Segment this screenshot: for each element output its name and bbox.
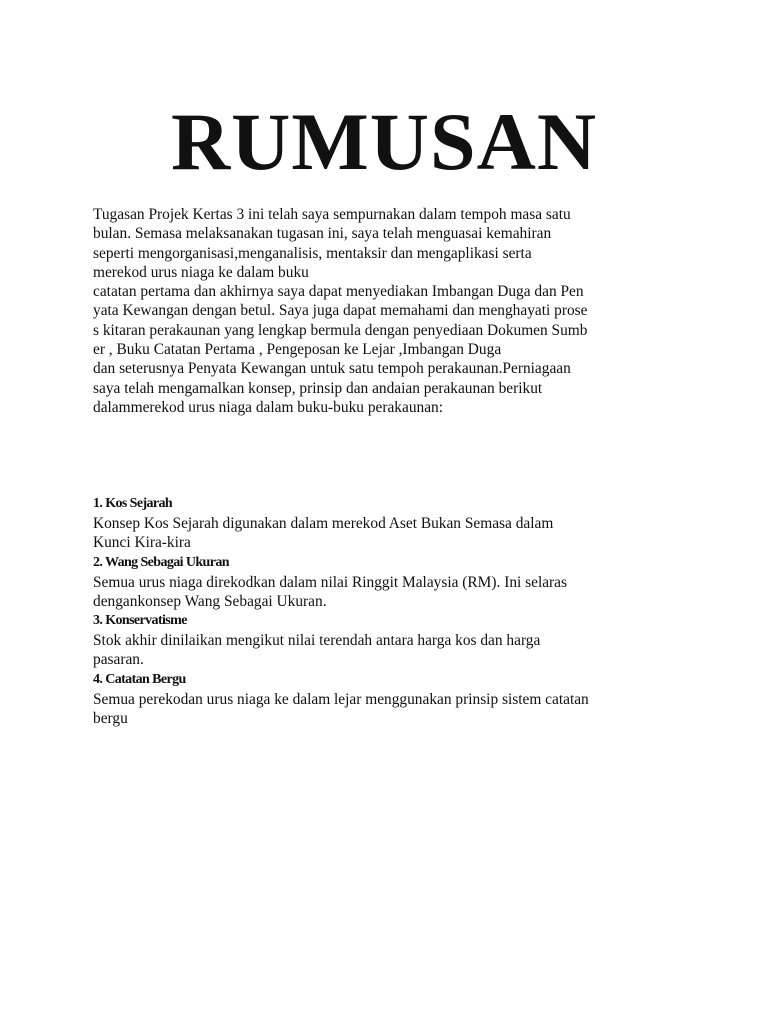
intro-line: er , Buku Catatan Pertama , Pengeposan ke Lejar ,Imbangan Duga — [93, 341, 502, 359]
concept-list — [93, 494, 693, 728]
concept-line: Konsep Kos Sejarah digunakan dalam merekod Aset Bukan Semasa dalam — [93, 515, 554, 532]
concept-heading: 3. Konservatisme — [93, 613, 187, 629]
concept-description — [93, 573, 693, 612]
intro-line: saya telah mengamalkan konsep, prinsip dan andaian perakaunan berikut — [93, 379, 543, 397]
concept-description — [93, 690, 693, 729]
concept-description — [93, 514, 693, 553]
concept-item — [93, 553, 693, 612]
concept-item — [93, 611, 693, 670]
concept-line: dengankonsep Wang Sebagai Ukuran. — [93, 592, 327, 610]
concept-item — [93, 494, 693, 553]
intro-line: dalammerekod urus niaga dalam buku-buku perakaunan: — [93, 398, 444, 416]
concept-line: Semua perekodan urus niaga ke dalam lejar menggunakan prinsip sistem catatan — [93, 690, 589, 708]
intro-paragraph — [93, 205, 693, 417]
intro-line: Tugasan Projek Kertas 3 ini telah saya sempurnakan dalam tempoh masa satu — [93, 206, 571, 223]
concept-heading: 2. Wang Sebagai Ukuran — [93, 554, 229, 570]
intro-line: bulan. Semasa melaksanakan tugasan ini, saya telah menguasai kemahiran — [93, 225, 552, 243]
concept-line: pasaran. — [93, 651, 144, 669]
concept-line: Kunci Kira-kira — [93, 534, 191, 552]
concept-line: Semua urus niaga direkodkan dalam nilai Ringgit Malaysia (RM). Ini selaras — [93, 573, 568, 591]
intro-line: merekod urus niaga ke dalam buku — [93, 263, 309, 281]
intro-line: yata Kewangan dengan betul. Saya juga dapat memahami dan menghayati prose — [93, 302, 588, 320]
concept-line: bergu — [93, 710, 128, 728]
concept-heading: 4. Catatan Bergu — [93, 671, 186, 687]
concept-description — [93, 631, 693, 670]
concept-item — [93, 670, 693, 729]
page-title: RUMUSAN — [170, 96, 598, 187]
intro-line: dan seterusnya Penyata Kewangan untuk satu tempoh perakaunan.Perniagaan — [93, 360, 571, 378]
concept-line: Stok akhir dinilaikan mengikut nilai terendah antara harga kos dan harga — [93, 632, 541, 650]
intro-line: s kitaran perakaunan yang lengkap bermula dengan penyediaan Dokumen Sumb — [93, 321, 588, 339]
concept-heading: 1. Kos Sejarah — [93, 496, 173, 511]
intro-line: seperti mengorganisasi,menganalisis, mentaksir dan mengaplikasi serta — [93, 244, 532, 262]
intro-line: catatan pertama dan akhirnya saya dapat menyediakan Imbangan Duga dan Pen — [93, 283, 584, 301]
